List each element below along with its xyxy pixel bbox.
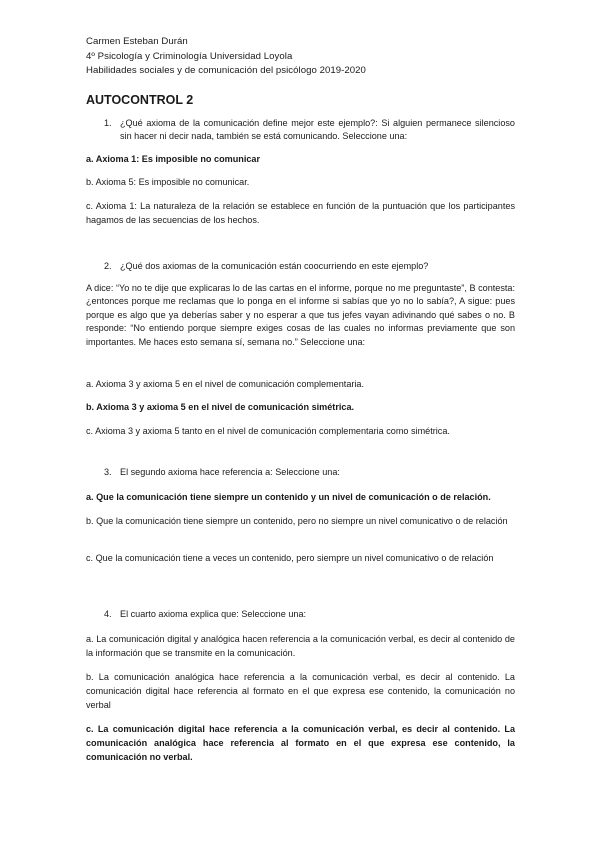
question-3-option-b: b. Que la comunicación tiene siempre un contenido, pero no siempre un nivel comunicativo o de relación	[86, 516, 508, 526]
question-1-option-c: c. Axioma 1: La naturaleza de la relación se establece en función de la puntuación que los participantes hagamos de las secuencias de los hechos.	[86, 201, 515, 225]
question-2-scenario: A dice: “Yo no te dije que explicaras lo de las cartas en el informe, porque no me preguntaste”, B contesta: ¿entonces porque me reclamas que lo ponga en el informe si sabías que yo no lo sabía?, A sigue: pues porque es algo que ya deberías saber y no esperar a que tus jefes vayan adivinando qué sabes o no. B responde: “No entiendo porque siempre exiges cosas de las cuales no informas previamente que son importantes. Me haces esto semana sí, semana no.” Seleccione una:	[86, 283, 515, 347]
question-4-text: El cuarto axioma explica que: Seleccione una:	[120, 609, 307, 619]
question-1-option-b: b. Axioma 5: Es imposible no comunicar.	[86, 177, 250, 187]
question-2-number: 2.	[104, 261, 112, 271]
question-3-number: 3.	[104, 467, 112, 477]
question-3	[104, 466, 515, 479]
question-1-text: ¿Qué axioma de la comunicación define mejor este ejemplo?: Si alguien permanece silencioso sin hacer ni decir nada, también se está comunicando. Seleccione una:	[120, 118, 515, 141]
course-line: 4º Psicología y Criminología Universidad Loyola	[86, 51, 293, 62]
question-4	[104, 608, 515, 621]
question-4-option-b: b. La comunicación analógica hace referencia a la comunicación verbal, es decir al contenido. La comunicación digital hace referencia al formato en el que expresa ese contenido, la comunicación no verbal	[86, 672, 515, 710]
question-4-option-c: c. La comunicación digital hace referencia a la comunicación verbal, es decir al contenido. La comunicación analógica hace referencia al formato en el que expresa ese contenido, la comunicación no verbal.	[86, 724, 515, 762]
question-2-option-a: a. Axioma 3 y axioma 5 en el nivel de comunicación complementaria.	[86, 379, 365, 389]
question-1-option-a: a. Axioma 1: Es imposible no comunicar	[86, 154, 261, 164]
question-4-option-a: a. La comunicación digital y analógica hacen referencia a la comunicación verbal, es decir al contenido de la información que se transmite en la comunicación.	[86, 634, 515, 658]
question-4-number: 4.	[104, 609, 112, 619]
question-1	[104, 117, 515, 143]
question-3-option-a: a. Que la comunicación tiene siempre un contenido y un nivel de comunicación o de relación.	[86, 492, 491, 502]
author-name: Carmen Esteban Durán	[86, 36, 188, 47]
question-1-number: 1.	[104, 118, 112, 128]
subject-line: Habilidades sociales y de comunicación del psicólogo 2019-2020	[86, 65, 366, 76]
question-3-option-c: c. Que la comunicación tiene a veces un contenido, pero siempre un nivel comunicativo o de relación	[86, 553, 494, 563]
question-2	[104, 260, 515, 273]
question-2-option-b: b. Axioma 3 y axioma 5 en el nivel de comunicación simétrica.	[86, 402, 355, 412]
question-3-text: El segundo axioma hace referencia a: Seleccione una:	[120, 467, 340, 477]
question-2-text: ¿Qué dos axiomas de la comunicación están coocurriendo en este ejemplo?	[120, 261, 429, 271]
question-2-option-c: c. Axioma 3 y axioma 5 tanto en el nivel de comunicación complementaria como simétrica.	[86, 426, 450, 436]
page-title: AUTOCONTROL 2	[86, 93, 194, 107]
